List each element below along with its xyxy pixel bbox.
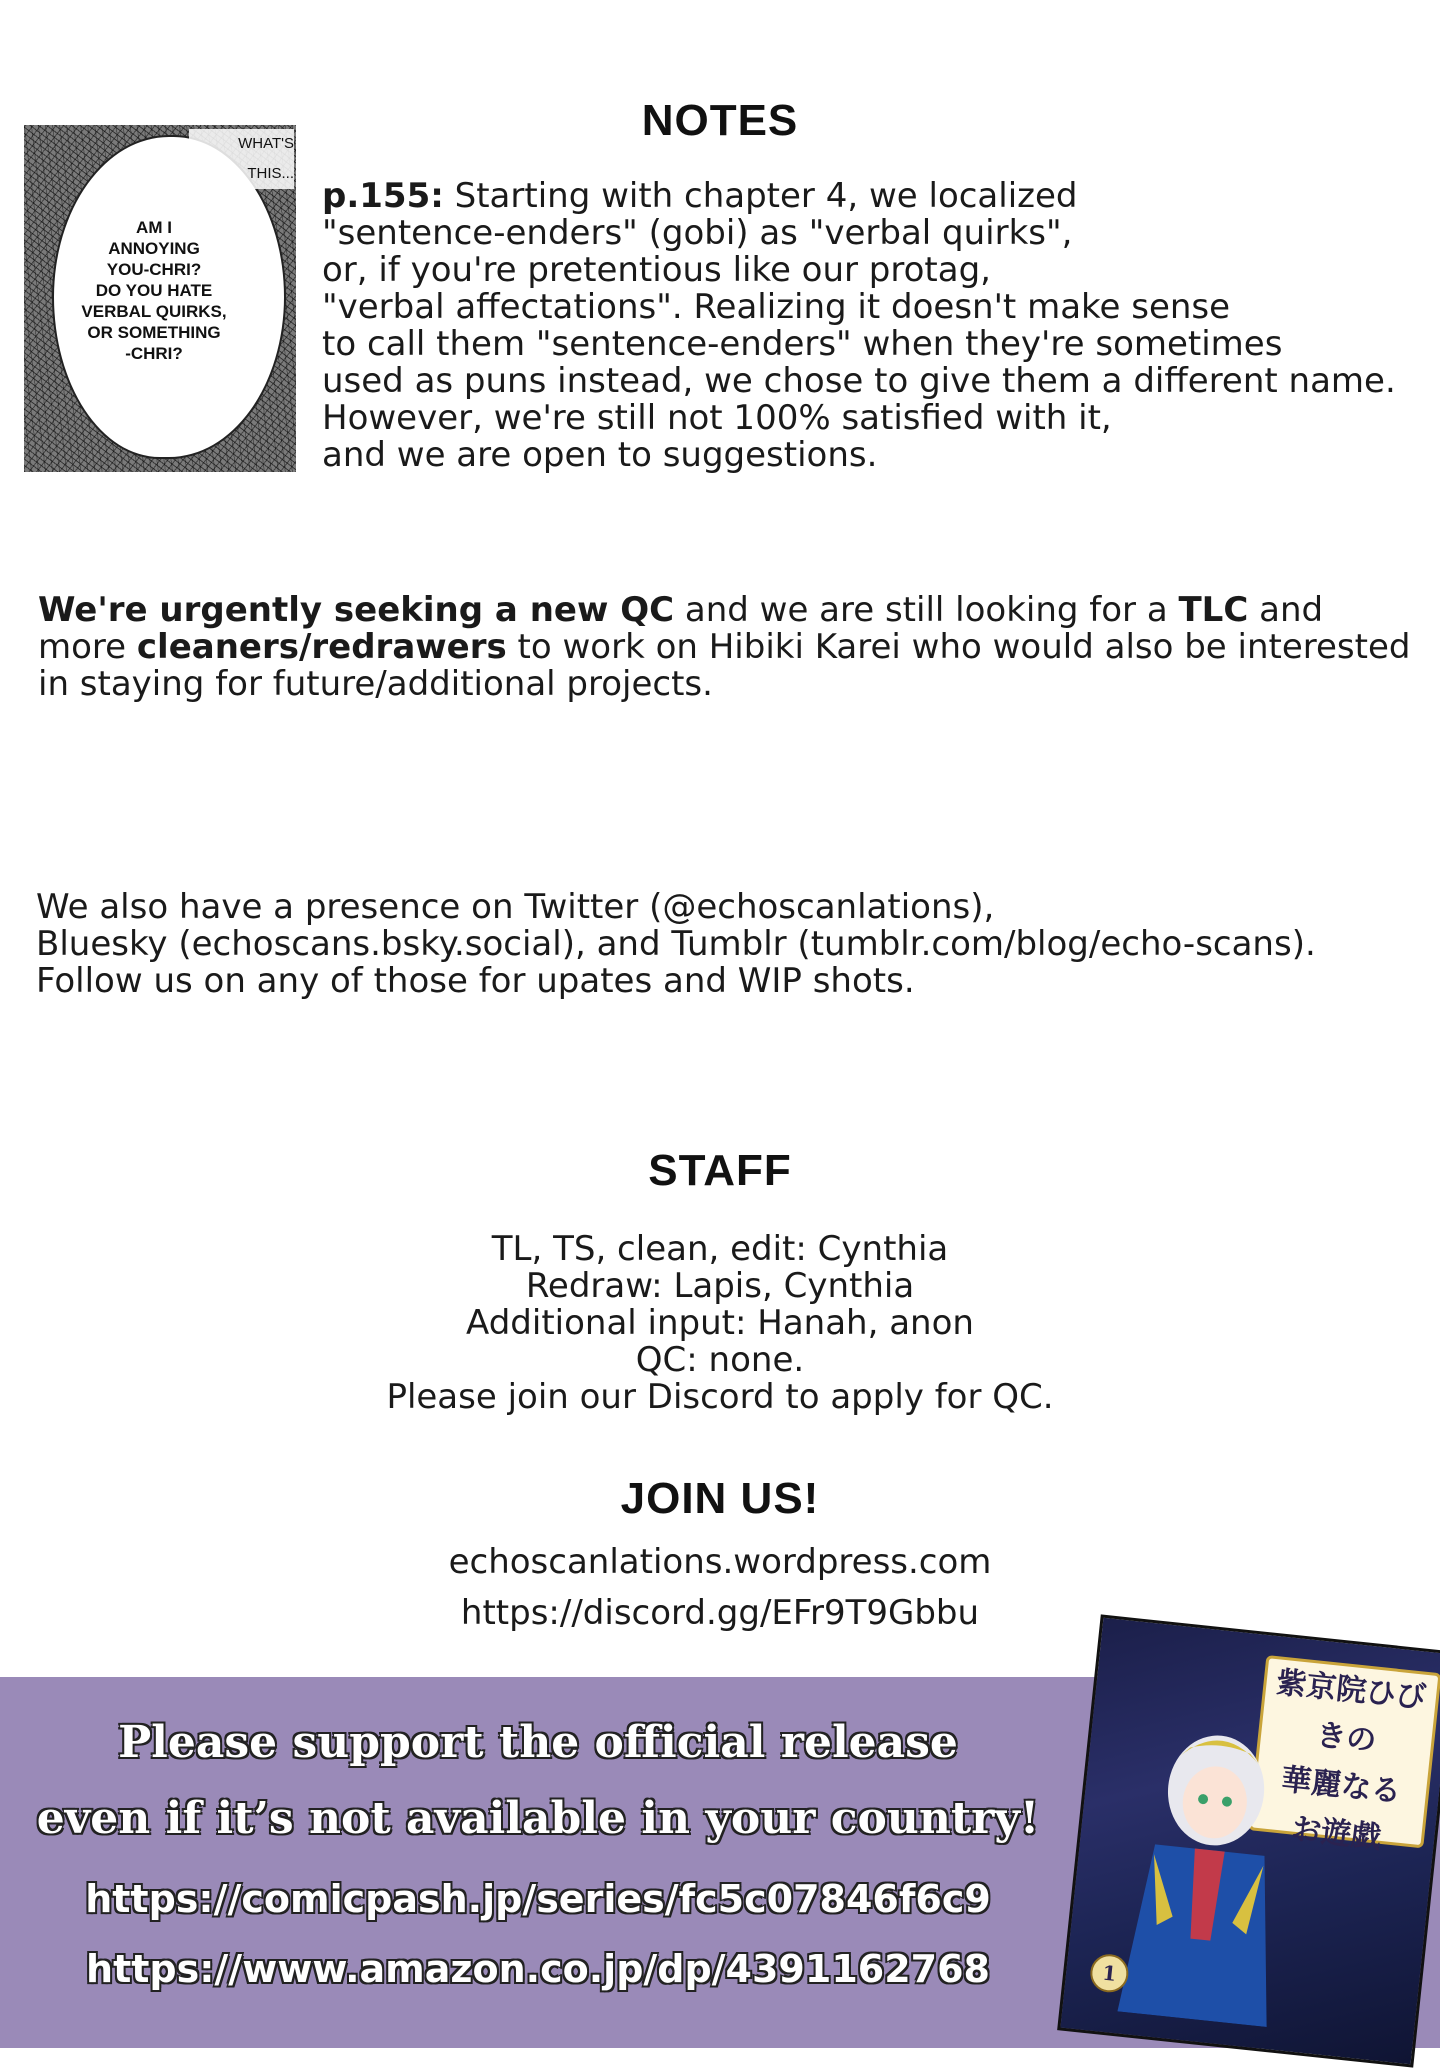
staff-line: Additional input: Hanah, anon bbox=[466, 1303, 974, 1343]
support-subheadline: even if it’s not available in your country! bbox=[36, 1793, 1040, 1844]
note-paragraph bbox=[322, 178, 1402, 474]
manga-panel-image bbox=[24, 125, 296, 472]
join-links bbox=[0, 1537, 1440, 1639]
social-paragraph: We also have a presence on Twitter (@echoscanlations), Bluesky (echoscans.bsky.social), and Tumblr (tumblr.com/blog/echo-scans). Follow us on any of those for upates and WIP shots. bbox=[36, 887, 1316, 1001]
recruit-cleaners: cleaners/redrawers bbox=[136, 627, 507, 667]
book-cover-image bbox=[1057, 1614, 1440, 2067]
page-reference: p.155: bbox=[322, 176, 444, 216]
notes-heading: NOTES bbox=[641, 96, 799, 145]
amazon-link[interactable]: https://www.amazon.co.jp/dp/4391162768 bbox=[86, 1947, 990, 1991]
volume-badge: 1 bbox=[1088, 1952, 1130, 1994]
comicpash-link[interactable]: https://comicpash.jp/series/fc5c07846f6c9 bbox=[85, 1877, 991, 1921]
staff-line: QC: none. bbox=[635, 1340, 805, 1380]
recruit-text-1: and we are still looking for a bbox=[674, 590, 1179, 630]
panel-caption-text: WHAT'S THIS... bbox=[189, 129, 294, 189]
recruit-text-3: to work on Hibiki Karei who would also be interested in staying for future/additional projects. bbox=[38, 627, 1411, 704]
support-headline: Please support the official release bbox=[118, 1717, 958, 1768]
recruit-text-2: and more bbox=[38, 590, 1324, 667]
website-link[interactable]: echoscanlations.wordpress.com bbox=[448, 1542, 992, 1582]
staff-line: Redraw: Lapis, Cynthia bbox=[525, 1266, 915, 1306]
staff-line: TL, TS, clean, edit: Cynthia bbox=[491, 1229, 949, 1269]
recruit-qc: We're urgently seeking a new QC bbox=[38, 590, 675, 630]
staff-list bbox=[0, 1231, 1440, 1416]
speech-bubble-text: AM I ANNOYING YOU-CHRI? DO YOU HATE VERBAL QUIRKS, OR SOMETHING -CHRI? bbox=[81, 218, 227, 363]
join-heading: JOIN US! bbox=[620, 1474, 820, 1523]
staff-heading: STAFF bbox=[648, 1146, 792, 1195]
staff-line: Please join our Discord to apply for QC. bbox=[386, 1377, 1054, 1417]
cover-character-illustration bbox=[1093, 1710, 1323, 2029]
recruitment-paragraph bbox=[38, 592, 1418, 703]
discord-link[interactable]: https://discord.gg/EFr9T9Gbbu bbox=[460, 1593, 980, 1633]
note-text: Starting with chapter 4, we localized "sentence-enders" (gobi) as "verbal quirks", or, if you're pretentious like our protag, "verbal affectations". Realizing it doesn't make sense to call them "sentence-enders" when they're sometimes used as puns instead, we chose to give them a different name. However, we're still not 100% satisfied with it, and we are open to suggestions. bbox=[322, 176, 1396, 475]
book-title-logo: 紫京院ひびきの 華麗なる お遊戯 bbox=[1248, 1655, 1440, 1848]
recruit-tlc: TLC bbox=[1178, 590, 1249, 630]
